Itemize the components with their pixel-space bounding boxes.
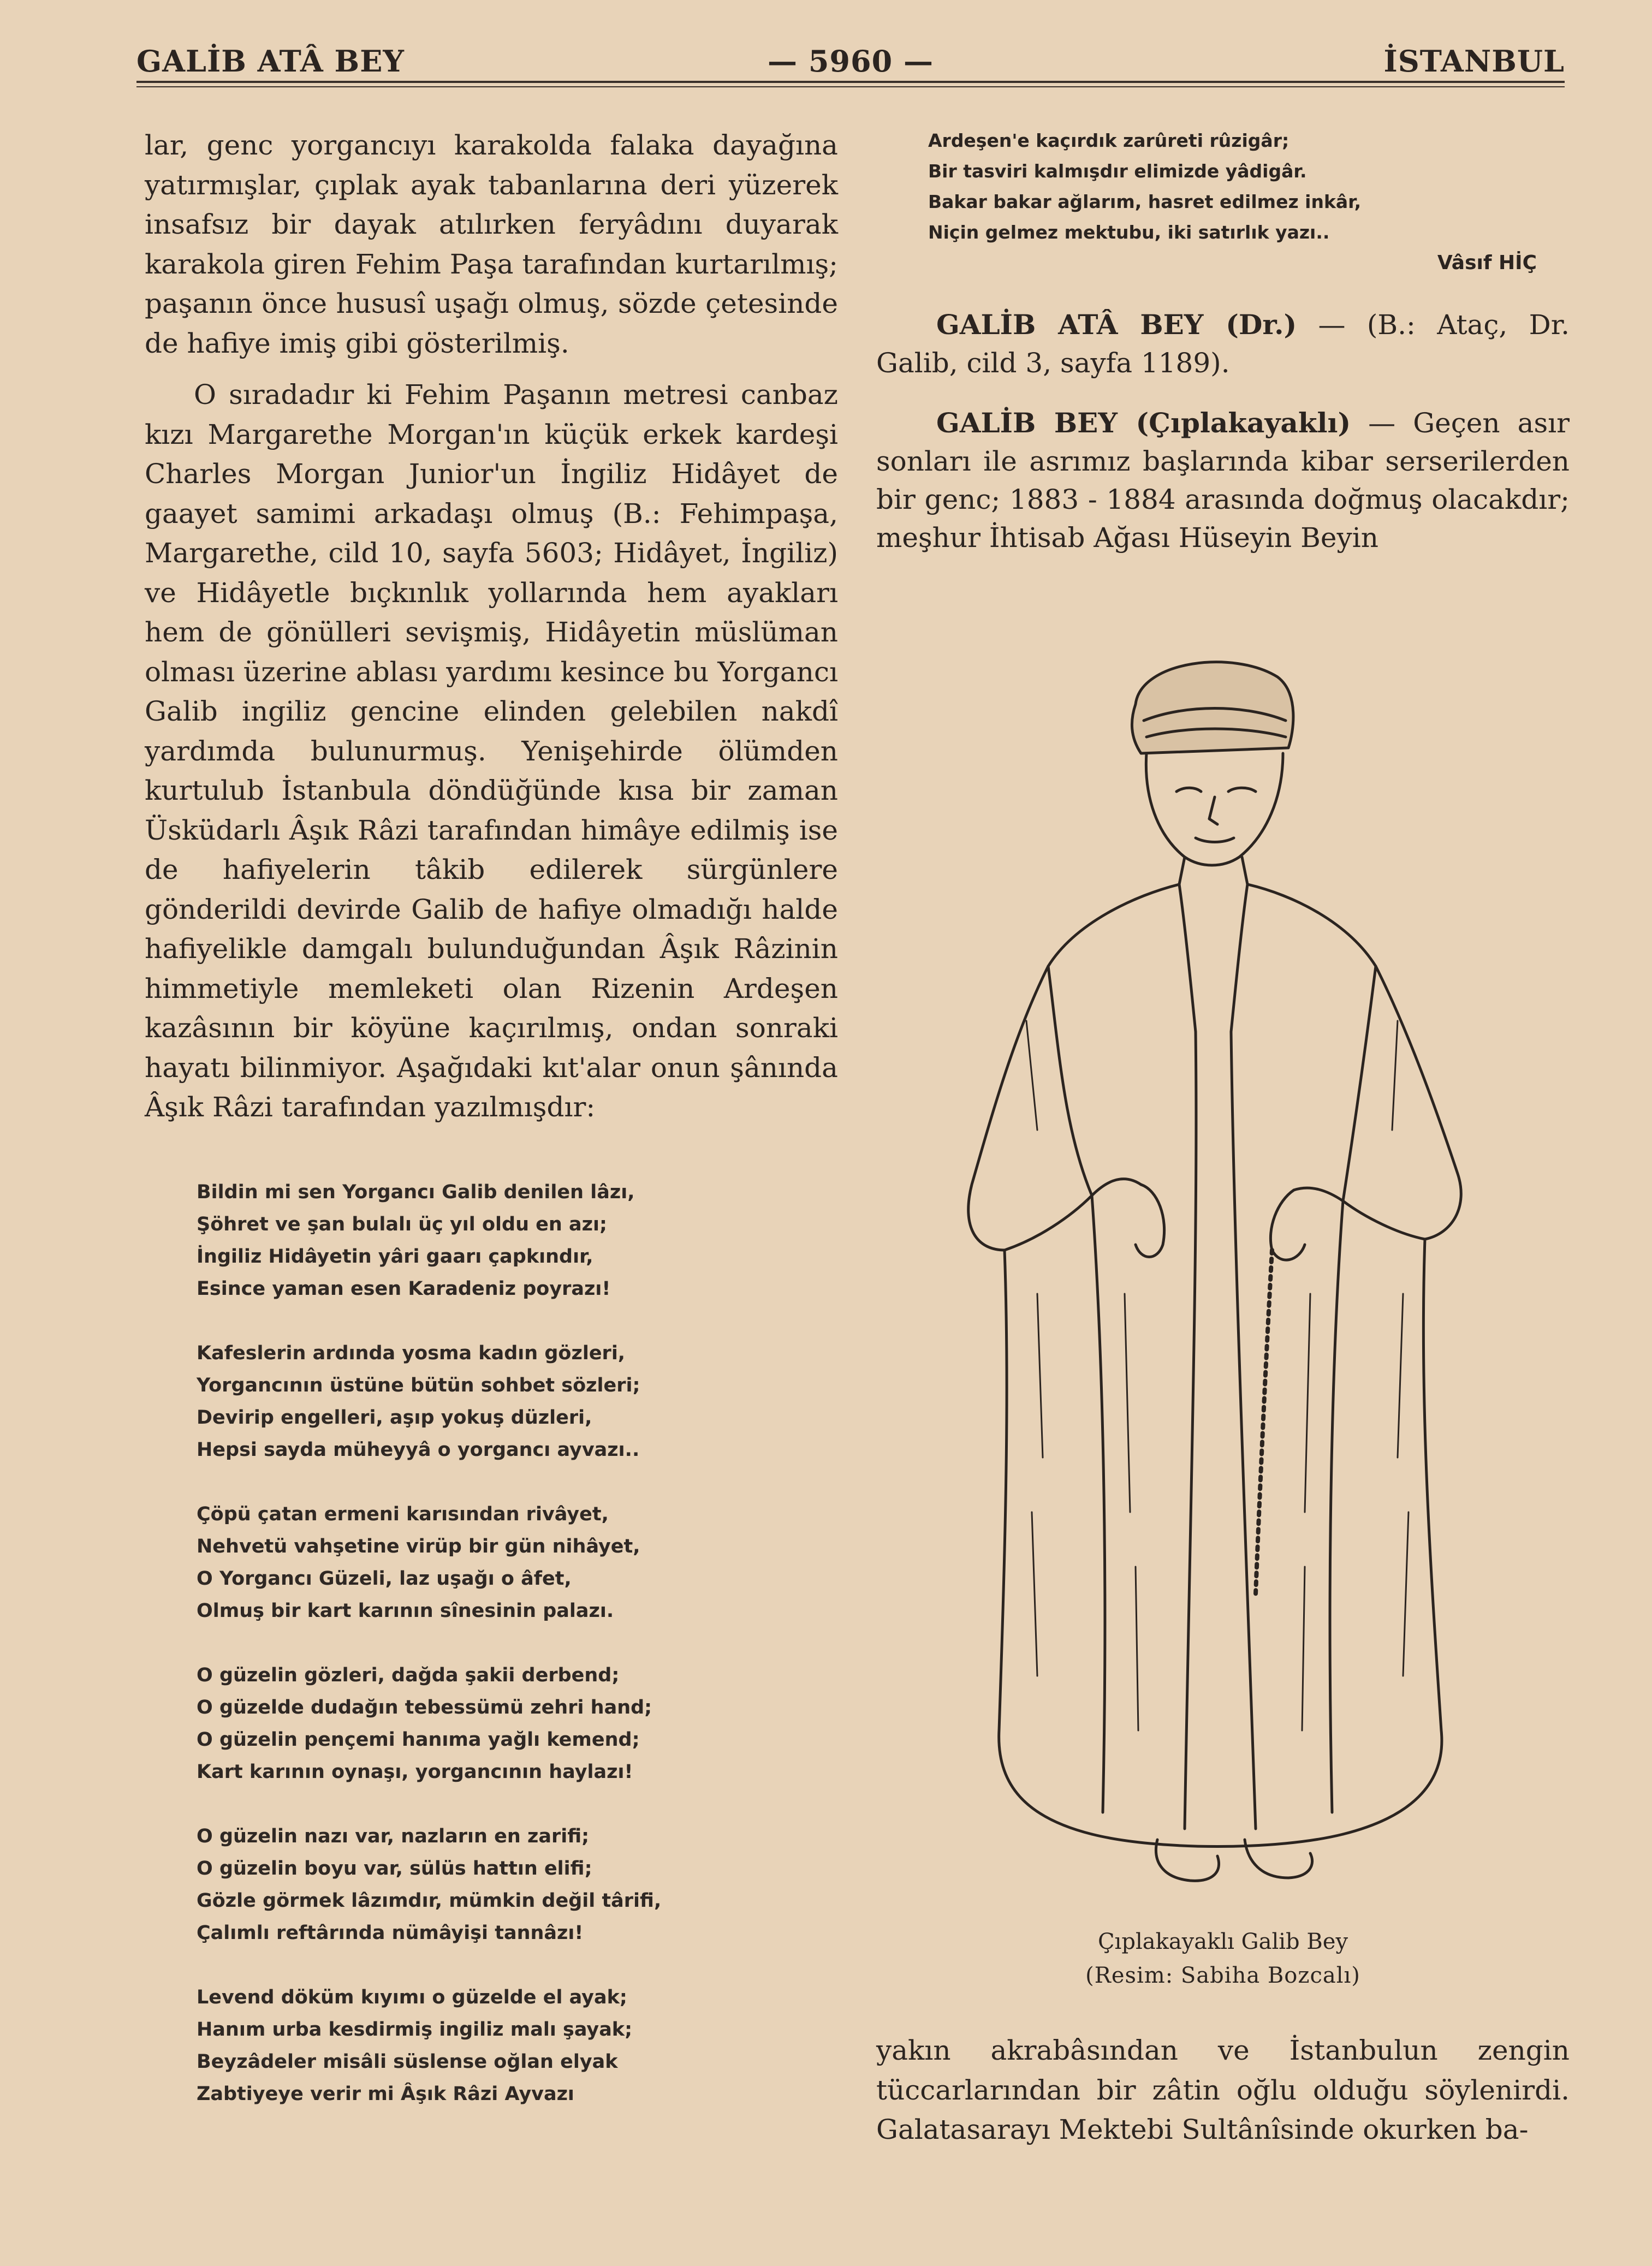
stanza [197, 1498, 838, 1627]
poem-continuation [928, 126, 1570, 248]
poem-line: Bakar bakar ağlarım, hasret edilmez inkâr, [928, 191, 1362, 212]
poem-line: O güzelin gözleri, dağda şakii derbend; [197, 1664, 620, 1686]
entry-heading: GALİB BEY (Çıplakayaklı) [936, 407, 1351, 439]
figure-credit: (Resim: Sabiha Bozcalı) [1085, 1963, 1360, 1988]
poem-line: Esince yaman esen Karadeniz poyrazı! [197, 1277, 611, 1300]
paragraph: O sıradadır ki Fehim Paşanın metresi canbaz kızı Margarethe Morgan'ın küçük erkek kardeşi Charles Morgan Junior'un İngiliz Hidâyet de gaayet samimi arkadaşı olmuş (B.: Fehimpaşa, Margarethe, cild 10, sayfa 5603; Hidâyet, İngiliz) ve Hidâyetle bıçkınlık yollarında hem ayakları hem de gönülleri sevişmiş, Hidâyetin müslüman olması üzerine ablası yardımı kesince bu Yorgancı Galib ingiliz gencine elinden gelebilen nakdî yardımda bulunurmuş. Yenişehirde ölümden kurtulub İstanbula döndüğünde kısa bir zaman Üsküdarlı Âşık Râzi tarafından himâye edilmiş ise de hafiyelerin tâkib edilerek sürgünlere gönderildi devirde Galib de hafiye olmadığı halde hafiyelikle damgalı bulunduğundan Âşık Râzinin himmetiyle memleketi olan Rizenin Ardeşen kazâsının bir köyüne kaçırılmış, ondan sonraki hayatı bilinmiyor. Aşağıdaki kıt'alar onun şânında Âşık Râzi tarafından yazılmışdır: [145, 379, 838, 1123]
poem-line: Çalımlı reftârında nümâyişi tannâzı! [197, 1922, 584, 1944]
poem-line: İngiliz Hidâyetin yâri gaarı çapkındır, [197, 1245, 593, 1268]
entry-body: — Geçen asır sonları ile asrımız başlarında kibar serserilerden bir genc; 1883 - 1884 arasında doğmuş olacakdır; meşhur İhtisab Ağası Hüseyin Beyin [876, 407, 1570, 554]
entry-body: — (B.: Ataç, Dr. Galib, cild 3, sayfa 1189). [876, 309, 1570, 379]
poem-line: Gözle görmek lâzımdır, mümkin değil târifi, [197, 1889, 662, 1912]
poem-line: Bildin mi sen Yorgancı Galib denilen lâzı, [197, 1181, 635, 1203]
entry-heading: GALİB ATÂ BEY (Dr.) [936, 308, 1297, 341]
header-title-left: GALİB ATÂ BEY [136, 44, 405, 79]
poem-line: Kart karının oynaşı, yorgancının haylazı! [197, 1761, 633, 1783]
poem-line: Olmuş bir kart karının sînesinin palazı. [197, 1599, 614, 1622]
poem-line: Bir tasviri kalmışdır elimizde yâdigâr. [928, 160, 1307, 182]
entry-galib-bey [876, 404, 1570, 557]
poem-line: Levend döküm kıyımı o güzelde el ayak; [197, 1986, 627, 2008]
figure-caption: Çıplakayaklı Galib Bey [1097, 1929, 1348, 1954]
entry-galib-ata-bey [876, 306, 1570, 382]
paragraph: lar, genc yorgancıyı karakolda falaka dayağına yatırmışlar, çıplak ayak tabanlarına deri yüzerek insafsız bir dayak atılırken feryâdını duyarak karakola giren Fehim Paşa tarafından kurtarılmış; paşanın önce hususî uşağı olmuş, sözde çetesinde de hafiye imiş gibi gösterilmiş. [145, 129, 838, 359]
stanza [197, 1660, 838, 1788]
paragraph: yakın akrabâsından ve İstanbulun zengin tüccarlarından bir zâtin oğlu olduğu söylenirdi. Galatasarayı Mektebi Sultânîsinde okurken ba- [876, 2035, 1570, 2145]
poem-line: Yorgancının üstüne bütün sohbet sözleri; [197, 1374, 640, 1396]
poem-line: Kafeslerin ardında yosma kadın gözleri, [197, 1342, 626, 1364]
stanza [197, 1982, 838, 2110]
poem-line: Şöhret ve şan bulalı üç yıl oldu en azı; [197, 1213, 608, 1235]
poem-line: Hepsi sayda müheyyâ o yorgancı ayvazı.. [197, 1438, 640, 1461]
portrait-illustration [928, 639, 1529, 1938]
poem-line: O güzelin boyu var, sülüs hattın elifi; [197, 1857, 592, 1880]
poem-line: Devirip engelleri, aşıp yokuş düzleri, [197, 1406, 592, 1429]
signature: Vâsıf HİÇ [1437, 252, 1537, 274]
poem-line: Zabtiyeye verir mi Âşık Râzi Ayvazı [197, 2083, 574, 2105]
left-prose [145, 126, 838, 1127]
poem [197, 1176, 838, 2110]
poem-line: Ardeşen'e kaçırdık zarûreti rûzigâr; [928, 130, 1289, 151]
poem-line: Niçin gelmez mektubu, iki satırlık yazı.. [928, 222, 1330, 243]
stanza [197, 1337, 838, 1466]
poem-line: O güzelde dudağın tebessümü zehri hand; [197, 1696, 652, 1718]
header-title-right: İSTANBUL [1383, 44, 1565, 79]
page-number: — 5960 — [768, 44, 934, 79]
poem-line: O güzelin nazı var, nazların en zarifi; [197, 1825, 590, 1847]
poem-line: Nehvetü vahşetine virüp bir gün nihâyet, [197, 1535, 640, 1557]
stanza [197, 1821, 838, 1949]
header-rule-thin [136, 86, 1565, 87]
right-column [876, 126, 1570, 557]
poem-line: O güzelin pençemi hanıma yağlı kemend; [197, 1728, 640, 1751]
poem-line: Beyzâdeler misâli süslense oğlan elyak [197, 2050, 618, 2073]
header-rule [136, 81, 1565, 83]
poem-line: Hanım urba kesdirmiş ingiliz malı şayak; [197, 2018, 633, 2041]
poem-line: O Yorgancı Güzeli, laz uşağı o âfet, [197, 1567, 572, 1590]
poem-line: Çöpü çatan ermeni karısından rivâyet, [197, 1503, 609, 1525]
stanza [197, 1176, 838, 1305]
running-header [136, 39, 1565, 83]
left-column [145, 126, 838, 2110]
right-bottom-prose [876, 2031, 1570, 2150]
